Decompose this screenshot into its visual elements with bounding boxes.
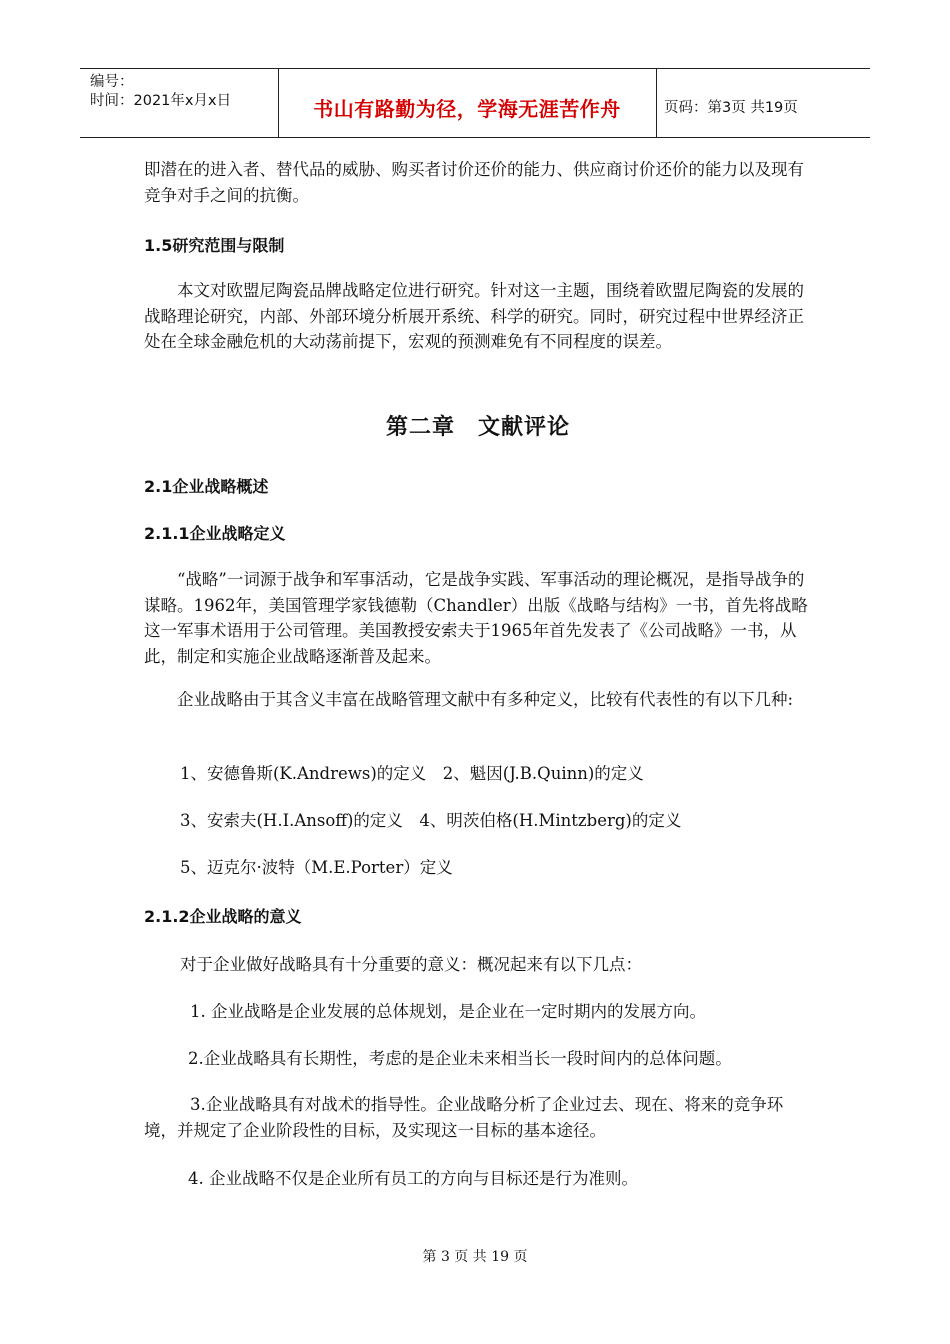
header-divider — [656, 69, 657, 137]
paragraph: 本文对欧盟尼陶瓷品牌战略定位进行研究。针对这一主题，围绕着欧盟尼陶瓷的发展的战略理论研究，内部、外部环境分析展开系统、科学的研究。同时，研究过程中世界经济正处在全球金融危机的大动荡前提下，宏观的预测难免有不同程度的误差。 — [144, 281, 804, 351]
paragraph: 即潜在的进入者、替代品的威胁、购买者讨价还价的能力、供应商讨价还价的能力以及现有竞争对手之间的抗衡。 — [144, 160, 804, 205]
section-heading: 2.1企业战略概述 — [144, 477, 269, 496]
list-item: 4. 企业战略不仅是企业所有员工的方向与目标还是行为准则。 — [188, 1169, 638, 1188]
header-motto: 书山有路勤为径，学海无涯苦作舟 — [313, 97, 621, 121]
page-header — [80, 68, 870, 138]
list-item: 3.企业战略具有对战术的指导性。企业战略分析了企业过去、现在、将来的竞争环境，并规定了企业阶段性的目标，及实现这一目标的基本途径。 — [144, 1095, 784, 1140]
paragraph: 企业战略由于其含义丰富在战略管理文献中有多种定义，比较有代表性的有以下几种: — [177, 690, 794, 709]
list-item: 3、安索夫(H.I.Ansoff)的定义 4、明茨伯格(H.Mintzberg)的定义 — [180, 811, 682, 830]
list-item: 1、安德鲁斯(K.Andrews)的定义 2、魁因(J.B.Quinn)的定义 — [180, 764, 644, 783]
header-time: 时间：2021年x月x日 — [90, 93, 232, 109]
list-item: 2.企业战略具有长期性，考虑的是企业未来相当长一段时间内的总体问题。 — [188, 1049, 732, 1068]
header-meta — [90, 73, 231, 111]
header-page-info: 页码：第3页 共19页 — [664, 100, 798, 116]
subsection-heading: 2.1.1企业战略定义 — [144, 524, 286, 543]
header-number: 编号： — [90, 74, 134, 90]
chapter-title: 第二章 文献评论 — [385, 415, 570, 440]
paragraph: 对于企业做好战略具有十分重要的意义：概况起来有以下几点： — [180, 955, 642, 974]
subsection-heading: 2.1.2企业战略的意义 — [144, 907, 302, 926]
list-item: 5、迈克尔·波特（M.E.Porter）定义 — [180, 858, 453, 877]
list-item: 1. 企业战略是企业发展的总体规划，是企业在一定时期内的发展方向。 — [190, 1002, 706, 1021]
section-heading: 1.5研究范围与限制 — [144, 236, 285, 255]
paragraph: “战略”一词源于战争和军事活动，它是战争实践、军事活动的理论概况，是指导战争的谋略。1962年，美国管理学家钱德勒（Chandler）出版《战略与结构》一书，首先将战略这一军事术语用于公司管理。美国教授安索夫于1965年首先发表了《公司战略》一书，从此，制定和实施企业战略逐渐普及起来。 — [144, 570, 808, 666]
page-footer: 第 3 页 共 19 页 — [422, 1249, 528, 1265]
